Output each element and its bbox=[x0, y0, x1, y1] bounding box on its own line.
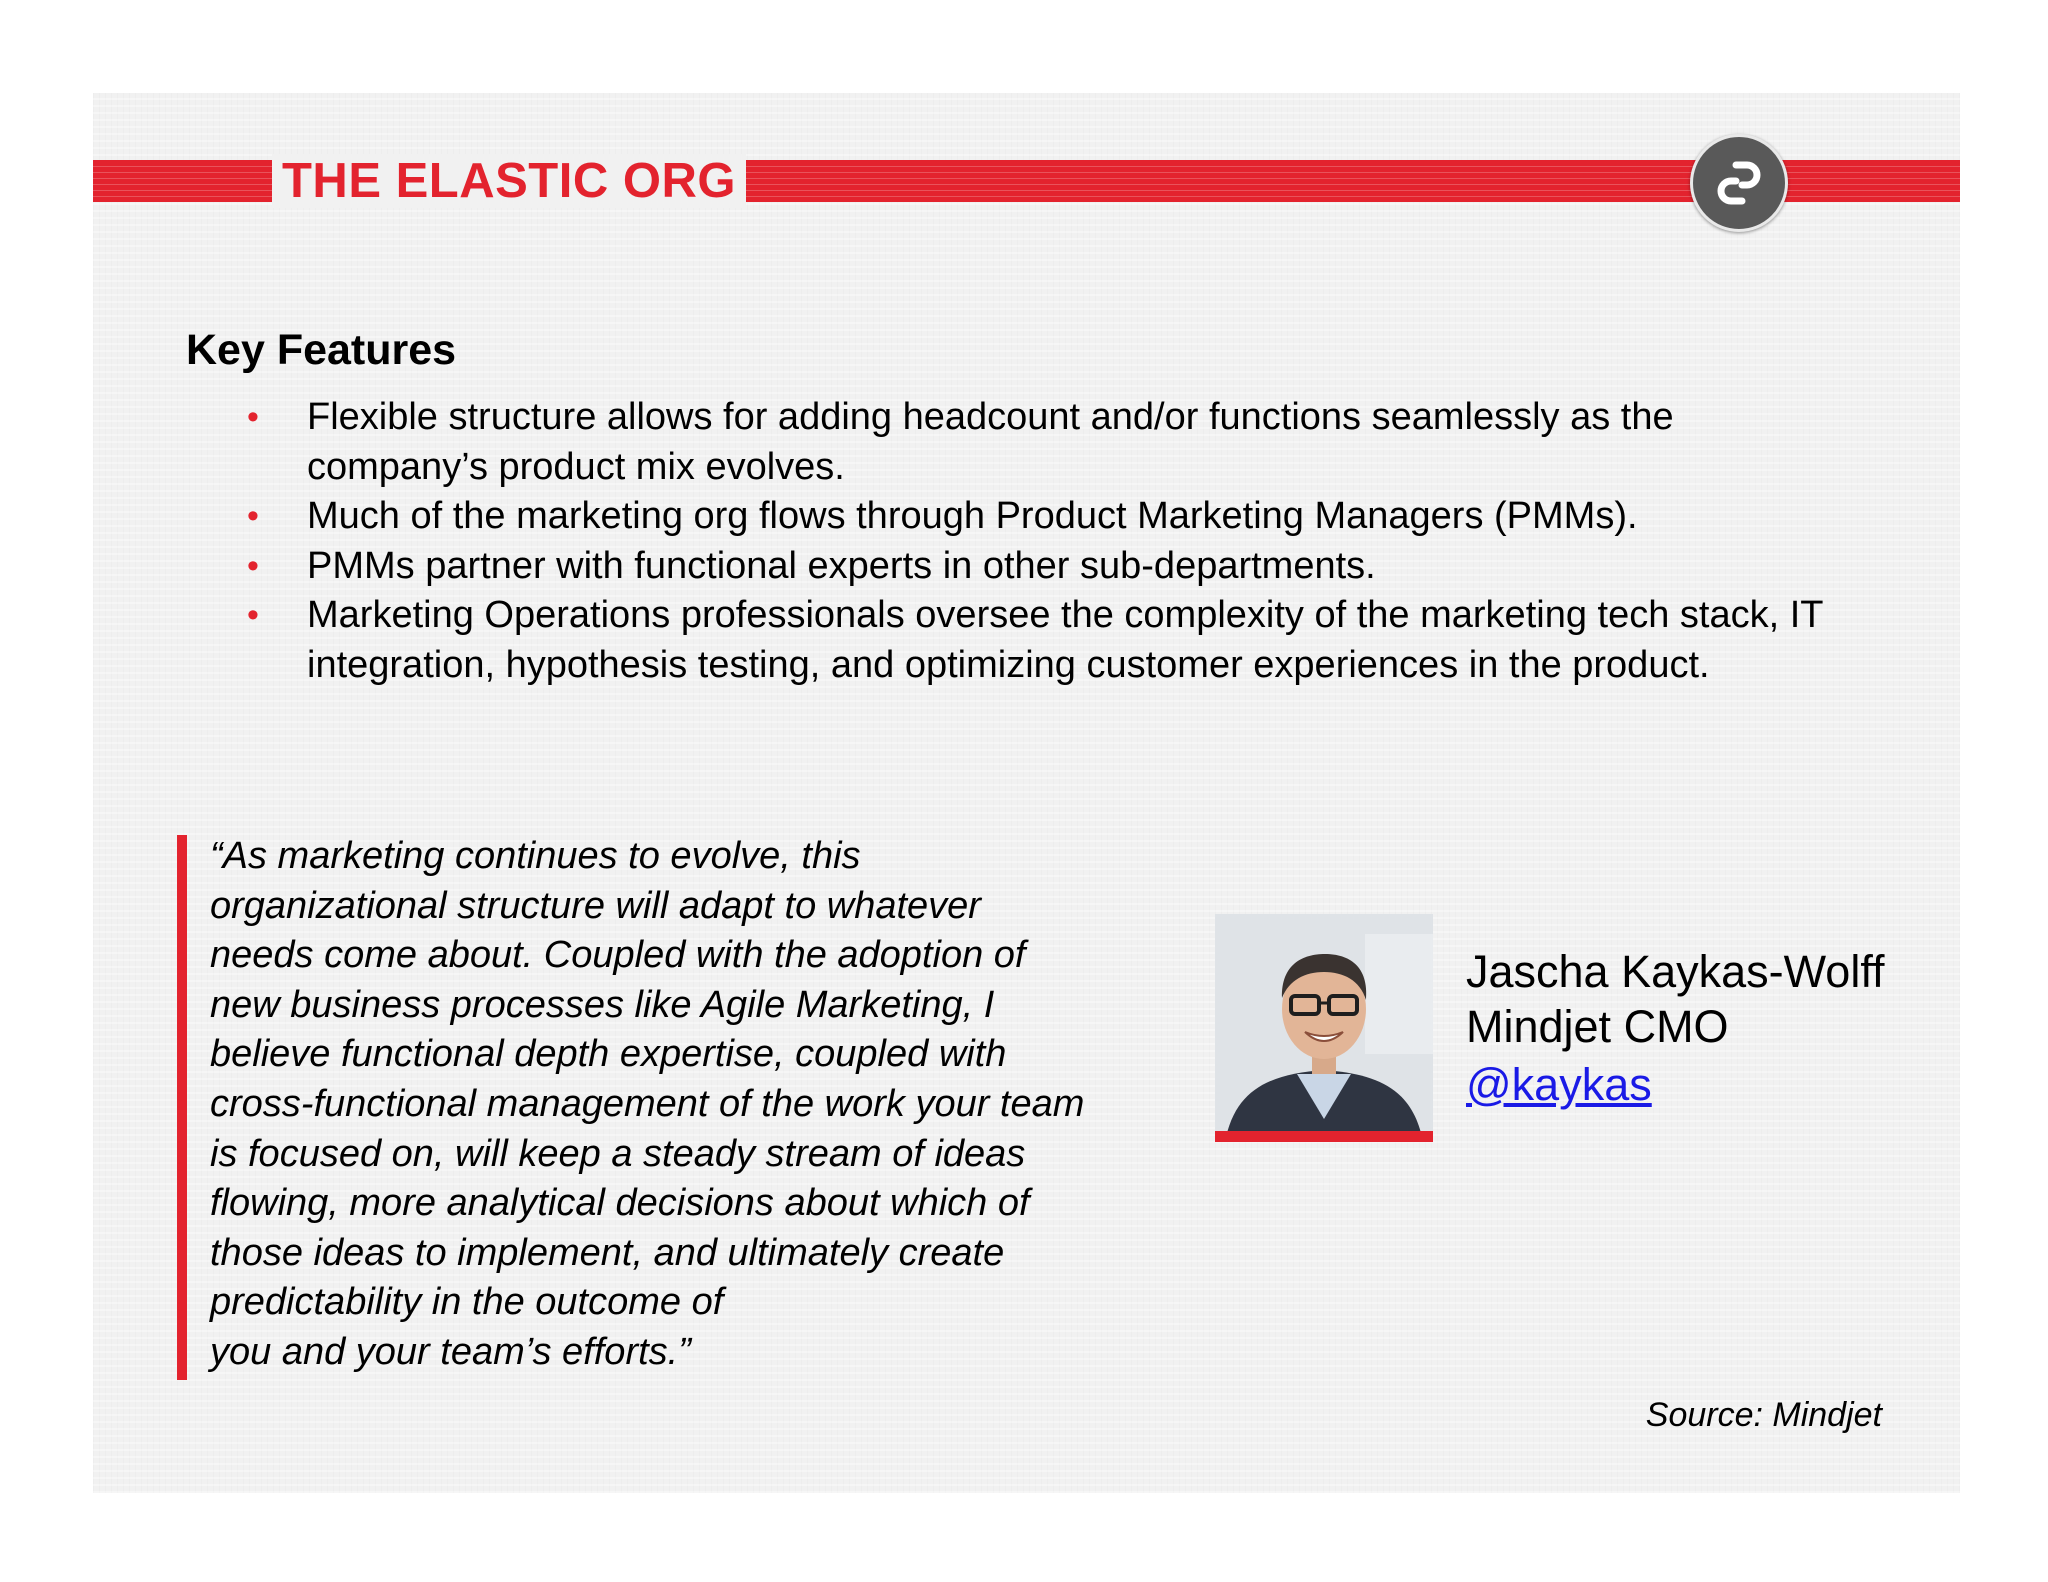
link-chain-icon bbox=[1690, 134, 1788, 232]
quote-block bbox=[210, 832, 1210, 1378]
bullet-icon: • bbox=[247, 546, 259, 585]
list-item bbox=[247, 393, 1847, 492]
feature-text: Flexible structure allows for adding headcount and/or functions seamlessly as the company’s product mix evolves. bbox=[307, 396, 1674, 488]
person-name: Jascha Kaykas-Wolff bbox=[1466, 946, 1885, 997]
person-photo bbox=[1215, 914, 1433, 1142]
quote-line: organizational structure will adapt to whatever bbox=[210, 884, 981, 927]
bullet-icon: • bbox=[247, 398, 259, 436]
feature-text: Marketing Operations professionals oversee the complexity of the marketing tech stack, IT integration, hypothesis testing, and optimizing customer experiences in the product. bbox=[307, 594, 1823, 686]
features-heading: Key Features bbox=[186, 326, 457, 374]
slide-title: THE ELASTIC ORG bbox=[282, 154, 736, 208]
bullet-icon: • bbox=[247, 596, 259, 634]
person-role: Mindjet CMO bbox=[1466, 1001, 1729, 1052]
portrait-illustration bbox=[1215, 914, 1433, 1142]
quote-line: believe functional depth expertise, coupled with bbox=[210, 1033, 1007, 1076]
quote-line: flowing, more analytical decisions about which of bbox=[210, 1182, 1030, 1225]
title-box bbox=[272, 154, 746, 208]
list-item bbox=[247, 492, 1847, 542]
twitter-handle-link[interactable]: @kaykas bbox=[1466, 1059, 1652, 1110]
bullet-icon: • bbox=[247, 497, 259, 535]
source-note: Source: Mindjet bbox=[1645, 1396, 1882, 1434]
list-item bbox=[247, 542, 1847, 592]
link-chain-icon-svg bbox=[1709, 153, 1769, 213]
quote-line: cross-functional management of the work your team bbox=[210, 1082, 1085, 1125]
list-item bbox=[247, 591, 1847, 690]
photo-accent-bar bbox=[1215, 1131, 1433, 1142]
quote-line: those ideas to implement, and ultimately create bbox=[210, 1231, 1005, 1274]
quote-line: new business processes like Agile Marketing, I bbox=[210, 983, 995, 1026]
feature-text: PMMs partner with functional experts in other sub-departments. bbox=[307, 544, 1376, 587]
feature-text: Much of the marketing org flows through Product Marketing Managers (PMMs). bbox=[307, 495, 1638, 537]
quote-line: predictability in the outcome of bbox=[210, 1281, 724, 1324]
features-list bbox=[247, 393, 1847, 690]
quote-line: is focused on, will keep a steady stream of ideas bbox=[210, 1132, 1026, 1175]
quote-line: you and your team’s efforts.” bbox=[210, 1330, 691, 1373]
quote-line: “As marketing continues to evolve, this bbox=[210, 835, 861, 877]
quote-accent-bar bbox=[177, 835, 187, 1380]
quote-line: needs come about. Coupled with the adoption of bbox=[210, 934, 1026, 977]
slide bbox=[93, 93, 1960, 1493]
